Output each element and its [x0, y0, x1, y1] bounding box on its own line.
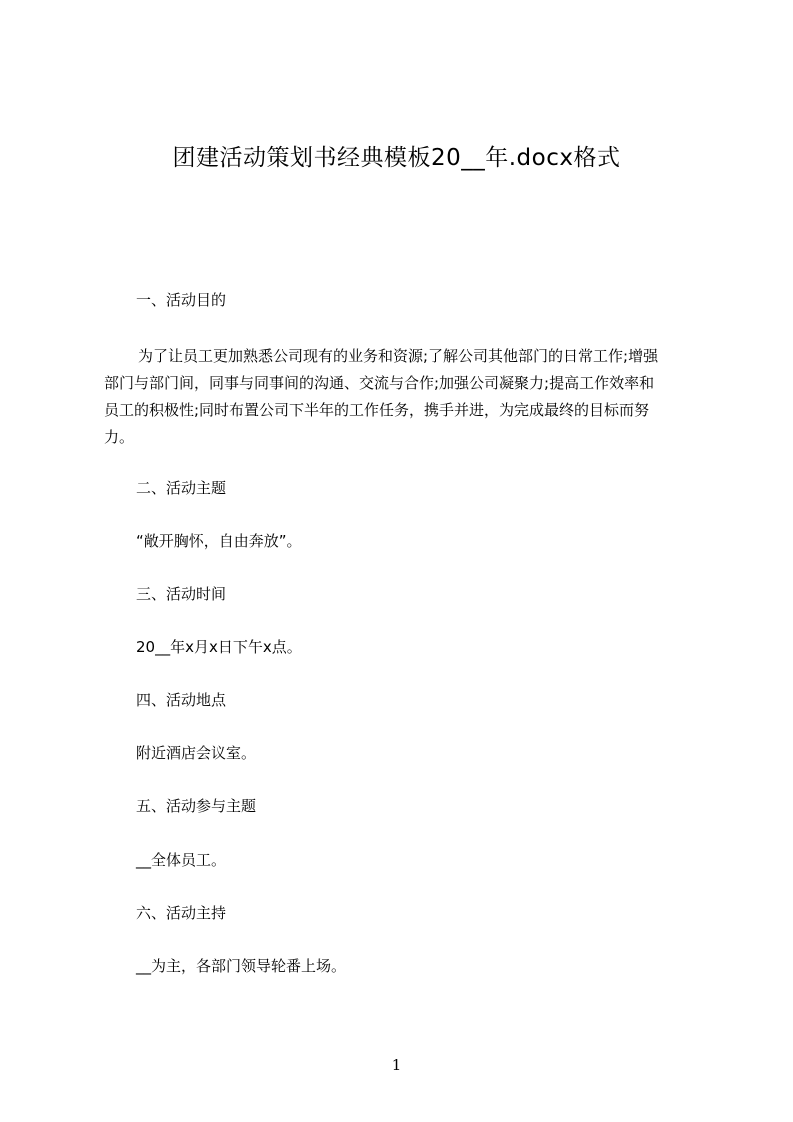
body-line: 为了让员工更加熟悉公司现有的业务和资源;了解公司其他部门的日常工作;增强: [138, 347, 659, 365]
section-heading-host: 六、活动主持: [136, 904, 227, 922]
section-heading-location: 四、活动地点: [136, 691, 227, 709]
section-heading-theme: 二、活动主题: [136, 479, 227, 497]
body-line: 员工的积极性;同时布置公司下半年的工作任务，携手并进，为完成最终的目标而努: [104, 401, 650, 419]
body-line: 部门与部门间，同事与同事间的沟通、交流与合作;加强公司凝聚力;提高工作效率和: [104, 374, 655, 392]
document-title: 团建活动策划书经典模板20__年.docx格式: [172, 145, 621, 171]
section-body-purpose: [104, 343, 694, 451]
section-heading-time: 三、活动时间: [136, 585, 227, 603]
section-body-location: 附近酒店会议室。: [136, 744, 257, 762]
body-line: 力。: [104, 428, 135, 446]
page-number: 1: [391, 1056, 402, 1074]
section-heading-participants: 五、活动参与主题: [136, 797, 257, 815]
section-body-theme: “敞开胸怀，自由奔放”。: [136, 532, 302, 550]
section-body-participants: __全体员工。: [136, 851, 227, 869]
section-body-host: __为主，各部门领导轮番上场。: [136, 957, 347, 975]
section-body-time: 20__年x月x日下午x点。: [136, 638, 302, 656]
section-heading-purpose: 一、活动目的: [136, 291, 227, 309]
